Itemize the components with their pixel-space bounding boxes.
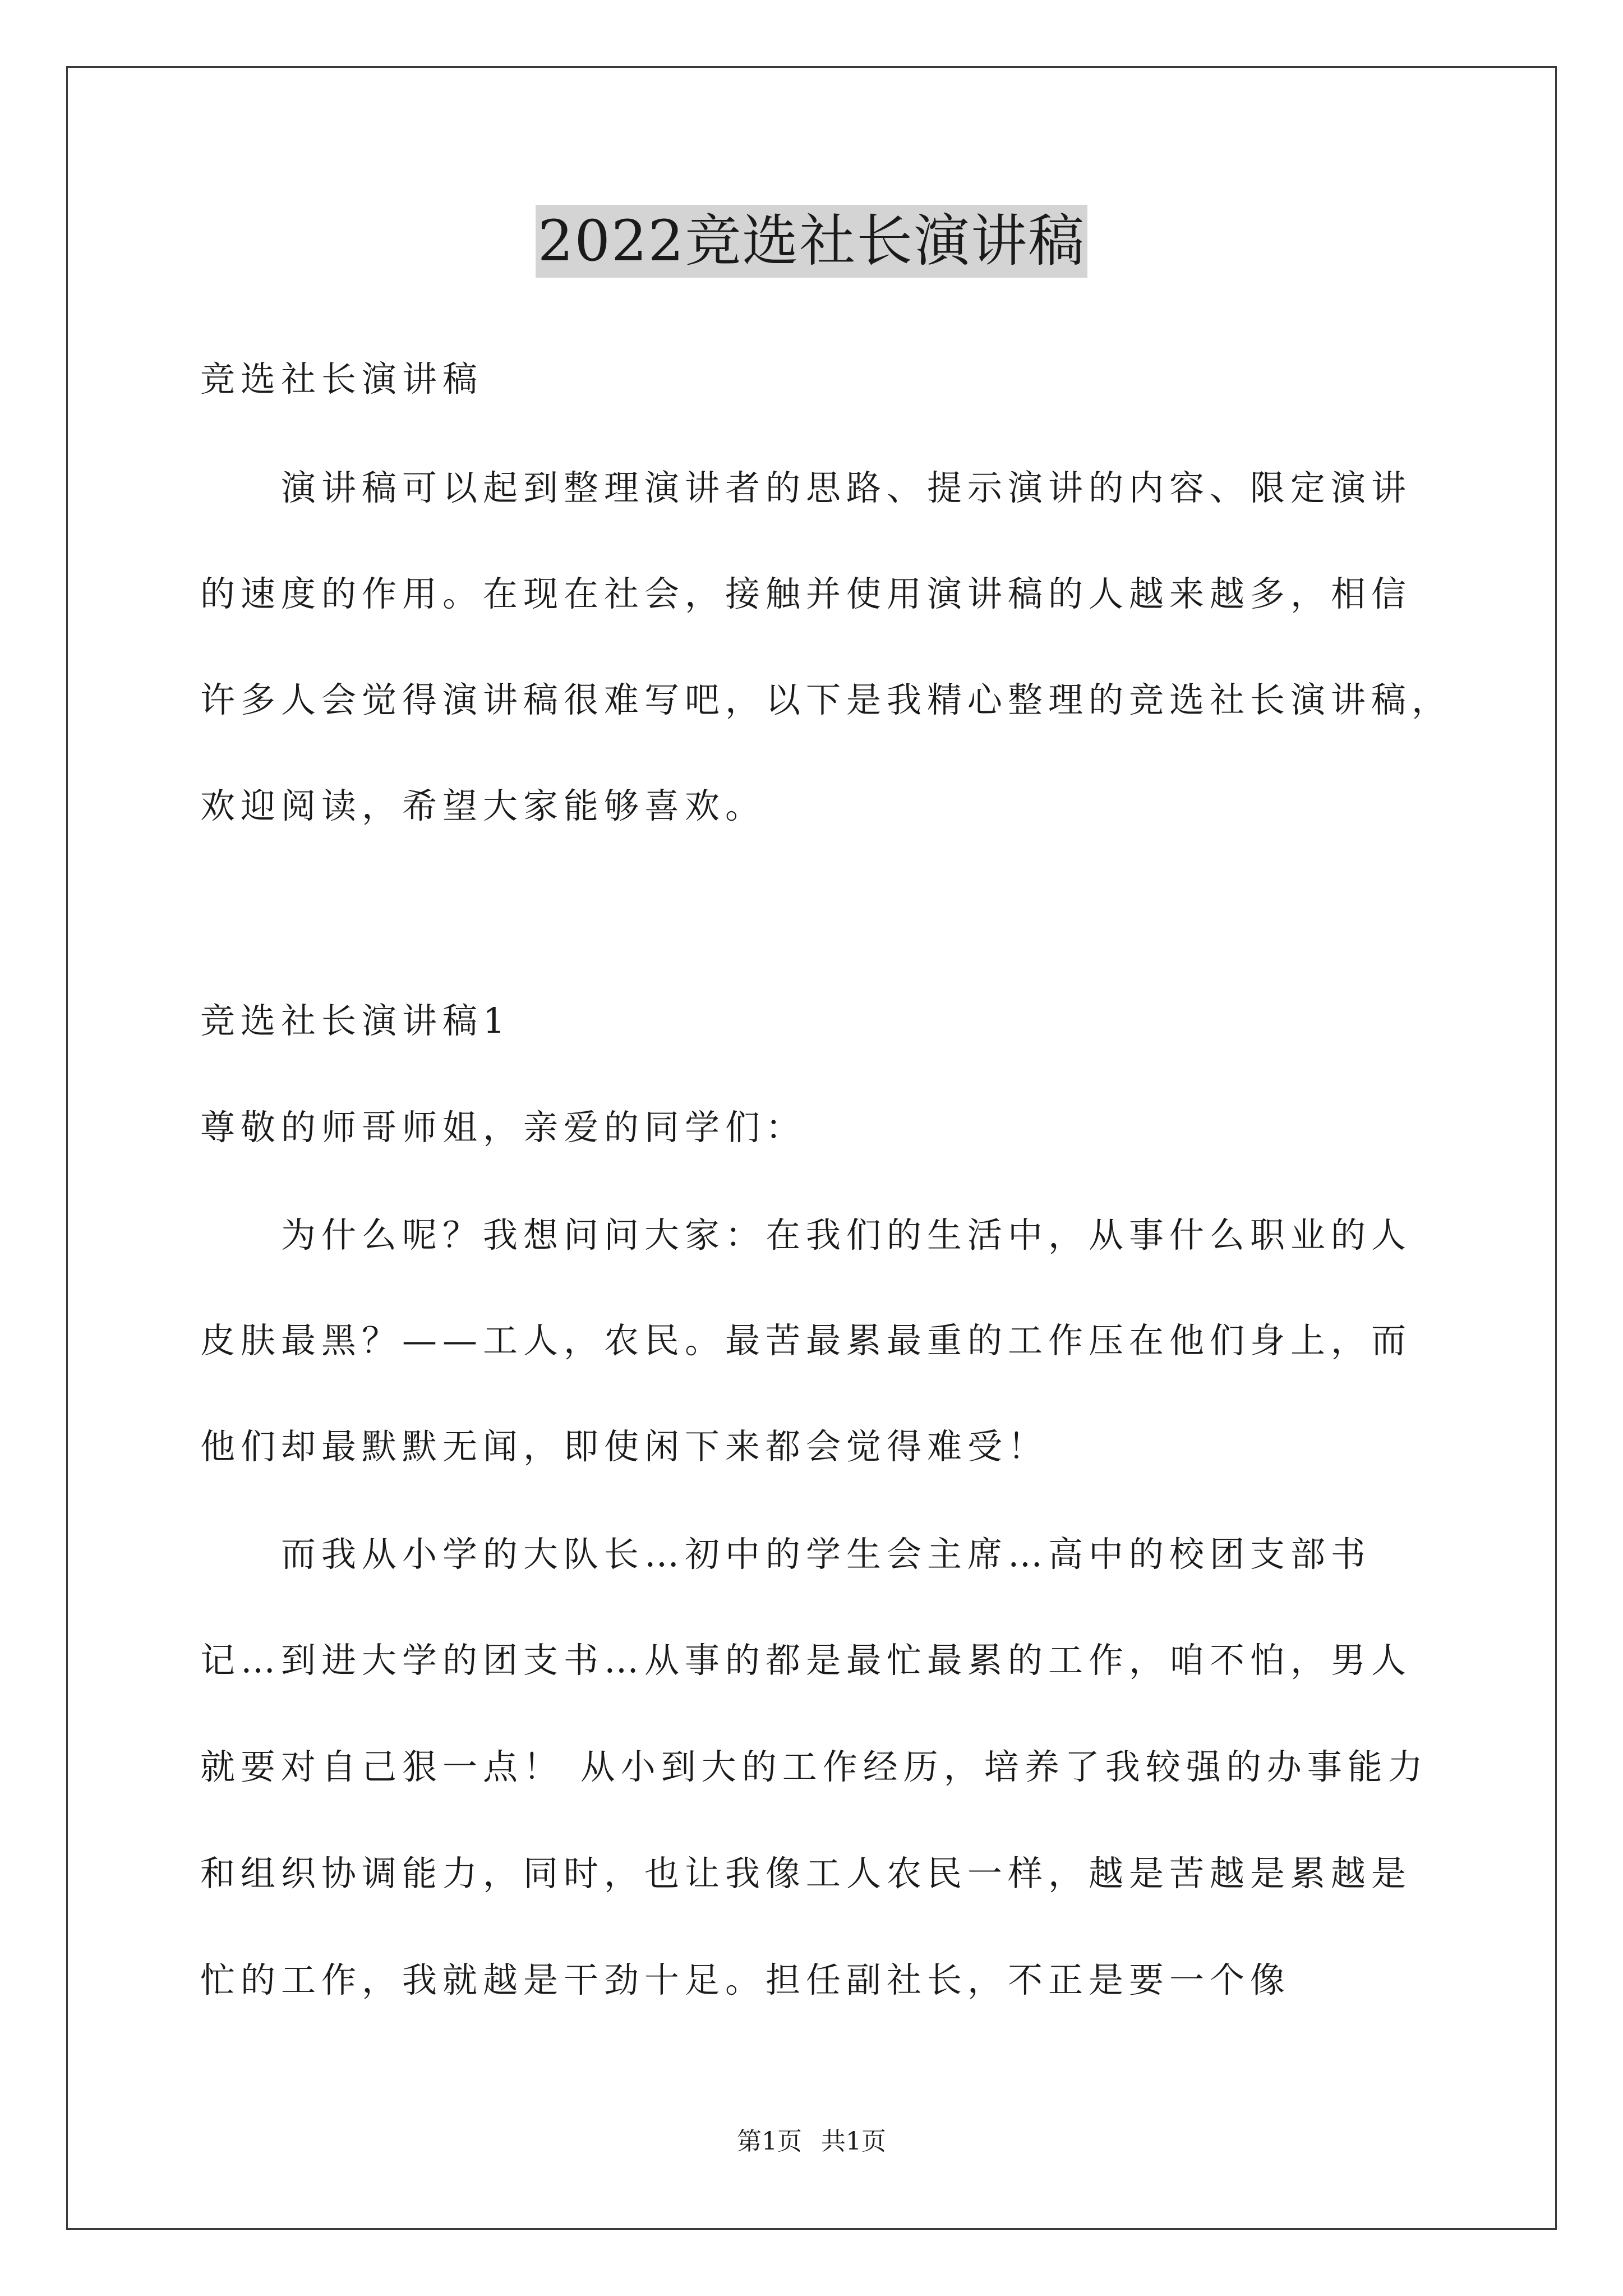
paragraph-line: 皮肤最黑？——工人，农民。最苦最累最重的工作压在他们身上，而 [200, 1320, 1412, 1361]
document-title: 2022竞选社长演讲稿 [536, 205, 1088, 278]
paragraph-line: 和组织协调能力，同时，也让我像工人农民一样，越是苦越是累越是 [200, 1853, 1412, 1894]
salutation: 尊敬的师哥师姐，亲爱的同学们： [200, 1107, 806, 1148]
paragraph-line: 为什么呢？我想问问大家：在我们的生活中，从事什么职业的人 [200, 1214, 1412, 1255]
paragraph-line: 他们却最默默无闻，即使闲下来都会觉得难受！ [200, 1426, 1049, 1467]
page-total: 共1页 [821, 2127, 886, 2156]
paragraph-line: 忙的工作，我就越是干劲十足。担任副社长，不正是要一个像 [200, 1959, 1291, 2000]
paragraph-line: 欢迎阅读，希望大家能够喜欢。 [200, 785, 766, 826]
title-container [0, 205, 1623, 278]
paragraph-line: 就要对自己狠一点！ 从小到大的工作经历，培养了我较强的办事能力 [200, 1746, 1428, 1787]
paragraph-line: 的速度的作用。在现在社会，接触并使用演讲稿的人越来越多，相信 [200, 573, 1412, 614]
paragraph-line: 记…到进大学的团支书…从事的都是最忙最累的工作，咱不怕，男人 [200, 1640, 1412, 1681]
paragraph-line: 而我从小学的大队长…初中的学生会主席…高中的校团支部书 [200, 1534, 1372, 1575]
section-heading: 竞选社长演讲稿1 [200, 1000, 511, 1041]
page-number: 第1页 [737, 2127, 802, 2156]
paragraph-line: 许多人会觉得演讲稿很难写吧，以下是我精心整理的竞选社长演讲稿， [200, 679, 1453, 720]
section-heading: 竞选社长演讲稿 [200, 358, 483, 399]
paragraph-line: 演讲稿可以起到整理演讲者的思路、提示演讲的内容、限定演讲 [200, 467, 1412, 508]
page-footer [0, 2125, 1623, 2159]
